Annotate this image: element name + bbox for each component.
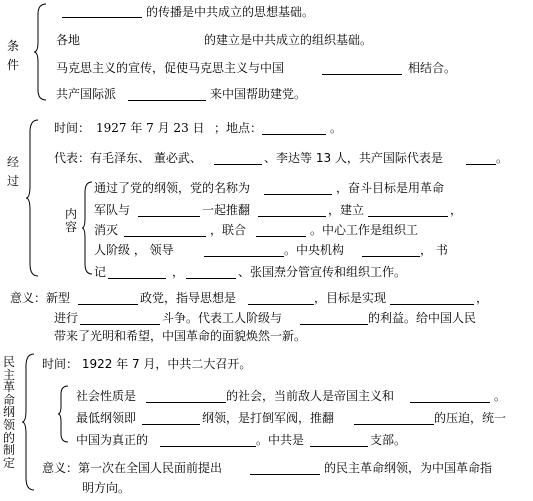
label-char: 革 <box>2 380 15 395</box>
conditions-line4-text-a: 共产国际派 <box>56 87 117 101</box>
blank-marxism-spread[interactable] <box>62 17 142 18</box>
label-char: 件 <box>6 58 19 72</box>
conditions-line2-text-b: 的建立是中共成立的组织基础。 <box>204 33 373 47</box>
process-reps-end: 。 <box>496 151 509 165</box>
content-l4-a: 人阶级 ， 领导 <box>94 243 174 257</box>
meaning-b: 的民主革命纲领，为中国革命指 <box>324 461 493 475</box>
process-reps-text-b: 、李达等 13 人，共产国际代表是 <box>264 151 443 165</box>
content-l4-b: 。中央机构 <box>284 243 345 257</box>
label-char: 的 <box>2 430 15 445</box>
content-l2-d: ， <box>450 203 463 217</box>
content-l3-a: 消灭 <box>94 223 119 237</box>
conditions-line3-text-a: 马克思主义的宣传，促使马克思主义与中国 <box>56 61 285 75</box>
blank-true-china[interactable] <box>160 446 256 447</box>
content-l2-a: 军队与 <box>94 203 131 217</box>
second-congress-label <box>2 356 16 469</box>
label-char: 条 <box>6 39 19 53</box>
content-l5-b: ， <box>172 265 185 279</box>
blank-social-nature[interactable] <box>146 402 226 403</box>
blank-lead[interactable] <box>204 256 284 257</box>
content-l3-b: ，联合 <box>210 223 247 237</box>
blank-establish[interactable] <box>368 216 448 217</box>
process-label <box>6 156 20 188</box>
conditions-line3-text-b: 相结合。 <box>408 61 457 75</box>
conditions-line2-text-a: 各地 <box>56 33 81 47</box>
content-l2-b: 一起推翻 <box>202 203 251 217</box>
program-brace <box>58 384 70 444</box>
blank-member[interactable] <box>186 278 236 279</box>
program-l3-c: 支部。 <box>370 433 407 447</box>
conditions-brace <box>34 2 48 102</box>
blank-interests[interactable] <box>300 324 368 325</box>
blank-new-type[interactable] <box>78 304 138 305</box>
content-l4-c: ， 书 <box>420 243 448 257</box>
label-char: 经 <box>6 155 19 169</box>
blank-central-body[interactable] <box>362 256 420 257</box>
blank-enemy[interactable] <box>410 402 490 403</box>
meaning-a: 意义：第一次在全国人民面前提出 <box>42 461 223 475</box>
blank-place[interactable] <box>262 134 326 135</box>
blank-program-kind[interactable] <box>250 474 320 475</box>
blank-party-name[interactable] <box>264 194 332 195</box>
conditions-label <box>6 40 20 72</box>
blank-minimum-program[interactable] <box>142 424 200 425</box>
blank-goal[interactable] <box>390 304 474 305</box>
label-char: 主 <box>2 367 15 382</box>
label-char: 定 <box>2 455 15 470</box>
blank-comintern-rep[interactable] <box>466 164 496 165</box>
conditions-line4-text-b: 来中国帮助建党。 <box>210 87 307 101</box>
label-char: 容 <box>64 220 77 234</box>
label-char: 领 <box>2 417 15 432</box>
content-l1-a: 通过了党的纲领，党的名称为 <box>94 181 251 195</box>
process-brace <box>26 118 40 278</box>
significance-l1-c: ，目标是实现 <box>314 291 387 305</box>
process-place-label: ；地点： <box>214 121 263 135</box>
blank-struggle[interactable] <box>80 324 160 325</box>
significance-l2-c: 的利益。给中国人民 <box>368 311 477 325</box>
program-l2-a: 最低纲领即 <box>76 411 137 425</box>
significance-l1-a: 意义：新型 <box>10 291 71 305</box>
content-l5-c: 、张国焘分管宣传和组织工作。 <box>238 265 407 279</box>
process-reps-text-a: 代表：有毛泽东、 董必武、 <box>54 151 202 165</box>
content-l1-b: ，奋斗目标是用革命 <box>336 181 445 195</box>
blank-representative[interactable] <box>214 164 262 165</box>
label-char: 民 <box>2 355 15 369</box>
significance-l2-b: 斗争。代表工人阶级与 <box>162 311 283 325</box>
blank-oppression[interactable] <box>354 424 434 425</box>
program-l1-c: 。 <box>494 389 507 403</box>
conditions-line1-text: 的传播是中共成立的思想基础。 <box>146 5 315 19</box>
content-brace <box>82 180 94 276</box>
program-l2-b: 纲领，是打倒军阀，推翻 <box>202 411 335 425</box>
blank-eliminate[interactable] <box>124 236 206 237</box>
process-date: 1927 年 7 月 23 日 <box>96 121 205 135</box>
blank-overthrow[interactable] <box>258 216 326 217</box>
blank-unite[interactable] <box>256 236 306 237</box>
program-l3-a: 中国为真正的 <box>76 433 149 447</box>
label-char: 纲 <box>2 405 15 420</box>
significance-l3: 带来了光明和希望，中国革命的面貌焕然一新。 <box>54 329 307 343</box>
process-time-label: 时间： <box>54 121 91 135</box>
label-char: 制 <box>2 443 15 458</box>
program-l1-a: 社会性质是 <box>76 389 137 403</box>
significance-l2-a: 进行 <box>54 311 79 325</box>
significance-l1-d: ， <box>476 291 489 305</box>
blank-branch[interactable] <box>310 446 368 447</box>
process-place-end: 。 <box>330 121 343 135</box>
program-l2-c: 的压迫，统一 <box>434 411 507 425</box>
content-l3-c: 。中心工作是组织工 <box>310 223 419 237</box>
content-l5-a: 记 <box>94 265 107 279</box>
meaning-c: 明方向。 <box>82 481 131 495</box>
label-char: 过 <box>6 174 19 188</box>
program-l3-b: 。中共是 <box>256 433 305 447</box>
significance-l1-b: 政党，指导思想是 <box>140 291 237 305</box>
blank-china-combination[interactable] <box>322 74 402 75</box>
label-char: 命 <box>2 392 15 407</box>
label-char: 内 <box>64 207 77 221</box>
blank-together-with[interactable] <box>138 216 200 217</box>
program-l1-b: 的社会，当前敌人是帝国主义和 <box>226 389 395 403</box>
content-l2-c: ，建立 <box>328 203 365 217</box>
content-label <box>64 208 78 234</box>
second-congress-time: 时间： 1922 年 7 月，中共二大召开。 <box>42 357 252 371</box>
blank-secretary[interactable] <box>108 278 166 279</box>
second-congress-brace <box>22 352 36 492</box>
blank-guiding-thought[interactable] <box>248 304 314 305</box>
blank-comintern-envoy[interactable] <box>128 100 206 101</box>
